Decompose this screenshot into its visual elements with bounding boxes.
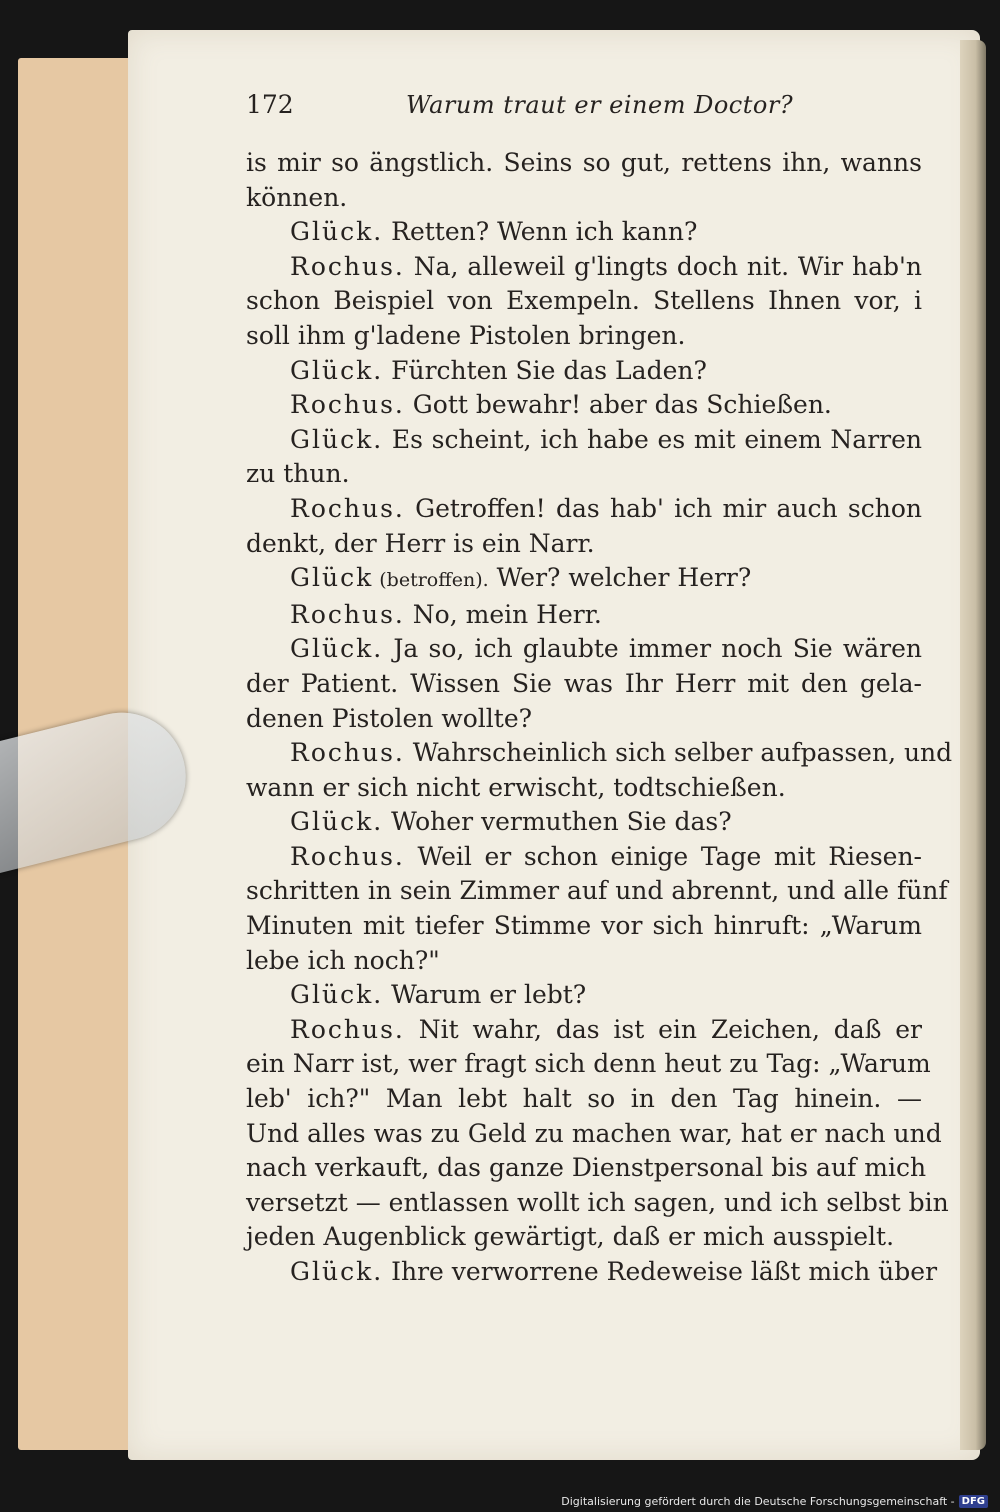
page-number: 172 bbox=[246, 90, 294, 119]
line-text: Ja so, ich glaubte immer noch Sie wären bbox=[383, 634, 922, 664]
text-line bbox=[246, 284, 922, 319]
text-line bbox=[246, 215, 922, 250]
text-line bbox=[246, 319, 922, 354]
line-text: schritten in sein Zimmer auf und abrennt, und alle fünf bbox=[246, 876, 948, 906]
line-text: Ihre verworrene Redeweise läßt mich über bbox=[383, 1257, 938, 1286]
text-line bbox=[246, 667, 922, 702]
text-line bbox=[246, 1255, 938, 1290]
line-text: denen Pistolen wollte? bbox=[246, 703, 533, 733]
speaker-name: Rochus. bbox=[290, 251, 405, 281]
speaker-name: Rochus. bbox=[290, 599, 405, 629]
line-text: können. bbox=[246, 182, 348, 212]
text-line bbox=[246, 1151, 927, 1186]
digitization-credit bbox=[561, 1495, 988, 1508]
text-line bbox=[246, 598, 922, 633]
running-title: Warum traut er einem Doctor? bbox=[406, 91, 794, 119]
page-text-block bbox=[246, 88, 953, 1290]
line-text: leb' ich?" Man lebt halt so in den Tag hinein. — bbox=[246, 1084, 922, 1114]
text-line bbox=[246, 771, 922, 806]
speaker-name: Rochus. bbox=[290, 1014, 405, 1044]
speaker-name: Rochus. bbox=[290, 738, 405, 768]
line-text: wann er sich nicht erwischt, todtschießen. bbox=[246, 772, 786, 802]
text-line bbox=[246, 423, 922, 458]
line-text: Wahrscheinlich sich selber aufpassen, und bbox=[404, 738, 953, 768]
page-fore-edge bbox=[960, 40, 986, 1450]
text-line bbox=[246, 736, 953, 771]
text-line bbox=[246, 840, 922, 875]
text-line bbox=[246, 909, 922, 944]
speaker-name: Rochus. bbox=[290, 841, 405, 871]
line-text: der Patient. Wissen Sie was Ihr Herr mit den gela- bbox=[246, 668, 922, 698]
line-text: Minuten mit tiefer Stimme vor sich hinruft: „Warum bbox=[246, 911, 922, 941]
line-text: is mir so ängstlich. Seins so gut, rettens ihn, wanns bbox=[246, 148, 922, 177]
text-line bbox=[246, 146, 922, 181]
running-header bbox=[246, 88, 922, 134]
line-text: No, mein Herr. bbox=[404, 599, 602, 629]
line-text: nach verkauft, das ganze Dienstpersonal bis auf mich bbox=[246, 1153, 927, 1183]
line-text: soll ihm g'ladene Pistolen bringen. bbox=[246, 320, 686, 350]
line-text: lebe ich noch?" bbox=[246, 945, 440, 975]
text-line bbox=[246, 527, 922, 562]
text-line bbox=[246, 457, 922, 492]
text-line bbox=[246, 805, 922, 840]
speaker-name: Glück. bbox=[290, 1257, 384, 1286]
dfg-logo-icon: DFG bbox=[959, 1495, 988, 1508]
line-text: Gott bewahr! aber das Schießen. bbox=[404, 390, 832, 420]
text-line bbox=[246, 702, 922, 737]
line-text: zu thun. bbox=[246, 459, 350, 489]
line-text: ein Narr ist, wer fragt sich denn heut zu Tag: „Warum bbox=[246, 1049, 931, 1079]
text-line bbox=[246, 1186, 949, 1221]
text-line bbox=[246, 978, 922, 1013]
speaker-name: Glück. bbox=[290, 217, 384, 247]
text-line bbox=[246, 874, 948, 909]
line-text: Weil er schon einige Tage mit Riesen- bbox=[404, 841, 922, 871]
line-text: Fürchten Sie das Laden? bbox=[383, 355, 707, 385]
line-text: Retten? Wenn ich kann? bbox=[383, 217, 698, 247]
text-line bbox=[246, 1082, 922, 1117]
credit-text: Digitalisierung gefördert durch die Deutsche Forschungsgemeinschaft - bbox=[561, 1495, 955, 1508]
text-line bbox=[246, 632, 922, 667]
text-line bbox=[246, 492, 922, 527]
line-text: versetzt — entlassen wollt ich sagen, und ich selbst bin bbox=[246, 1187, 949, 1217]
body-text bbox=[246, 146, 953, 1290]
text-line bbox=[246, 250, 922, 285]
line-text: Getroffen! das hab' ich mir auch schon bbox=[404, 493, 922, 523]
text-line bbox=[246, 944, 922, 979]
line-text: jeden Augenblick gewärtigt, daß er mich ausspielt. bbox=[246, 1222, 895, 1252]
text-line bbox=[246, 1220, 922, 1255]
line-text: denkt, der Herr is ein Narr. bbox=[246, 528, 595, 558]
text-line bbox=[246, 1013, 922, 1048]
text-line bbox=[246, 561, 922, 598]
speaker-name: Glück. bbox=[290, 980, 384, 1010]
line-text: schon Beispiel von Exempeln. Stellens Ihnen vor, i bbox=[246, 286, 922, 316]
speaker-name: Glück. bbox=[290, 807, 384, 837]
text-line bbox=[246, 1117, 942, 1152]
line-text: Woher vermuthen Sie das? bbox=[383, 807, 732, 837]
text-line bbox=[246, 181, 922, 216]
stage-direction: (betroffen). bbox=[373, 569, 489, 592]
speaker-name: Glück bbox=[290, 563, 374, 593]
line-text: Es scheint, ich habe es mit einem Narren bbox=[383, 424, 922, 454]
speaker-name: Glück. bbox=[290, 634, 384, 664]
line-text: Wer? welcher Herr? bbox=[488, 563, 752, 593]
speaker-name: Rochus. bbox=[290, 493, 405, 523]
speaker-name: Glück. bbox=[290, 355, 384, 385]
text-line bbox=[246, 388, 922, 423]
text-line bbox=[246, 354, 922, 389]
speaker-name: Glück. bbox=[290, 424, 384, 454]
text-line bbox=[246, 1047, 931, 1082]
line-text: Nit wahr, das ist ein Zeichen, daß er bbox=[404, 1014, 922, 1044]
line-text: Und alles was zu Geld zu machen war, hat er nach und bbox=[246, 1118, 942, 1148]
line-text: Na, alleweil g'lingts doch nit. Wir hab'n bbox=[404, 251, 922, 281]
line-text: Warum er lebt? bbox=[383, 980, 587, 1010]
speaker-name: Rochus. bbox=[290, 390, 405, 420]
